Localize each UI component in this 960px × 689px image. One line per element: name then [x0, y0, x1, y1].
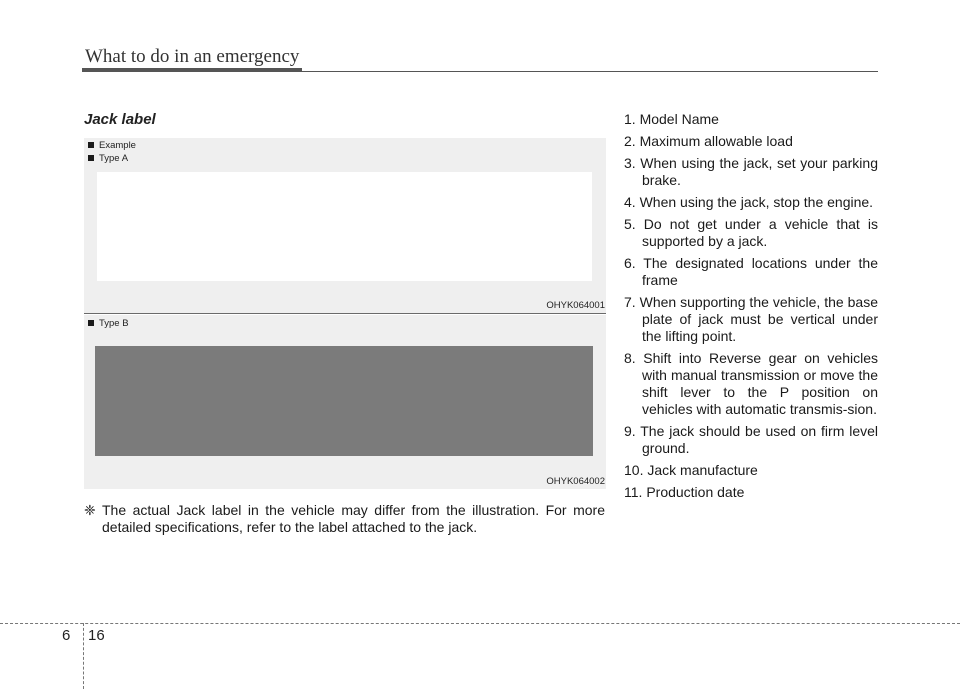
list-item: 8. Shift into Reverse gear on vehicles with manual transmission or move the shift lever to the P position on vehicles with automatic transmis-sion.	[624, 350, 878, 417]
footer-rule	[0, 623, 960, 624]
list-item: 5. Do not get under a vehicle that is supported by a jack.	[624, 216, 878, 249]
list-item: 4. When using the jack, stop the engine.	[624, 194, 874, 210]
figure-code-b: OHYK064002	[546, 476, 605, 487]
figure-code-a: OHYK064001	[546, 300, 605, 311]
note-paragraph	[84, 502, 605, 536]
list-item: 9. The jack should be used on firm level ground.	[624, 423, 878, 456]
note-bullet-icon: ❈	[84, 502, 96, 518]
list-item: 6. The designated locations under the frame	[624, 255, 878, 288]
footer-divider	[83, 623, 84, 689]
section-title: Jack label	[84, 111, 156, 128]
list-item: 2. Maximum allowable load	[624, 133, 793, 149]
figure-label-type-a: Type A	[88, 153, 128, 164]
square-bullet-icon	[88, 142, 94, 148]
list-item: 10. Jack manufacture	[624, 462, 758, 478]
note-text: The actual Jack label in the vehicle may differ from the illustration. For more detailed specifications, refer to the label attached to the jack.	[102, 502, 605, 535]
list-item: 3. When using the jack, set your parking brake.	[624, 155, 878, 188]
page-header-title: What to do in an emergency	[85, 46, 300, 67]
header-rule	[82, 71, 878, 72]
figure-divider	[84, 313, 606, 314]
jack-label-image-type-b	[95, 346, 593, 456]
square-bullet-icon	[88, 155, 94, 161]
figure-label-type-b: Type B	[88, 318, 129, 329]
list-item: 1. Model Name	[624, 111, 719, 127]
list-item: 7. When supporting the vehicle, the base plate of jack must be vertical under the lifting point.	[624, 294, 878, 344]
figure-label-example: Example	[88, 140, 136, 151]
page-number: 16	[88, 627, 105, 644]
list-item: 11. Production date	[624, 484, 745, 500]
square-bullet-icon	[88, 320, 94, 326]
jack-label-legend-list	[624, 111, 878, 506]
chapter-number: 6	[62, 627, 71, 644]
jack-label-image-type-a	[97, 172, 592, 281]
